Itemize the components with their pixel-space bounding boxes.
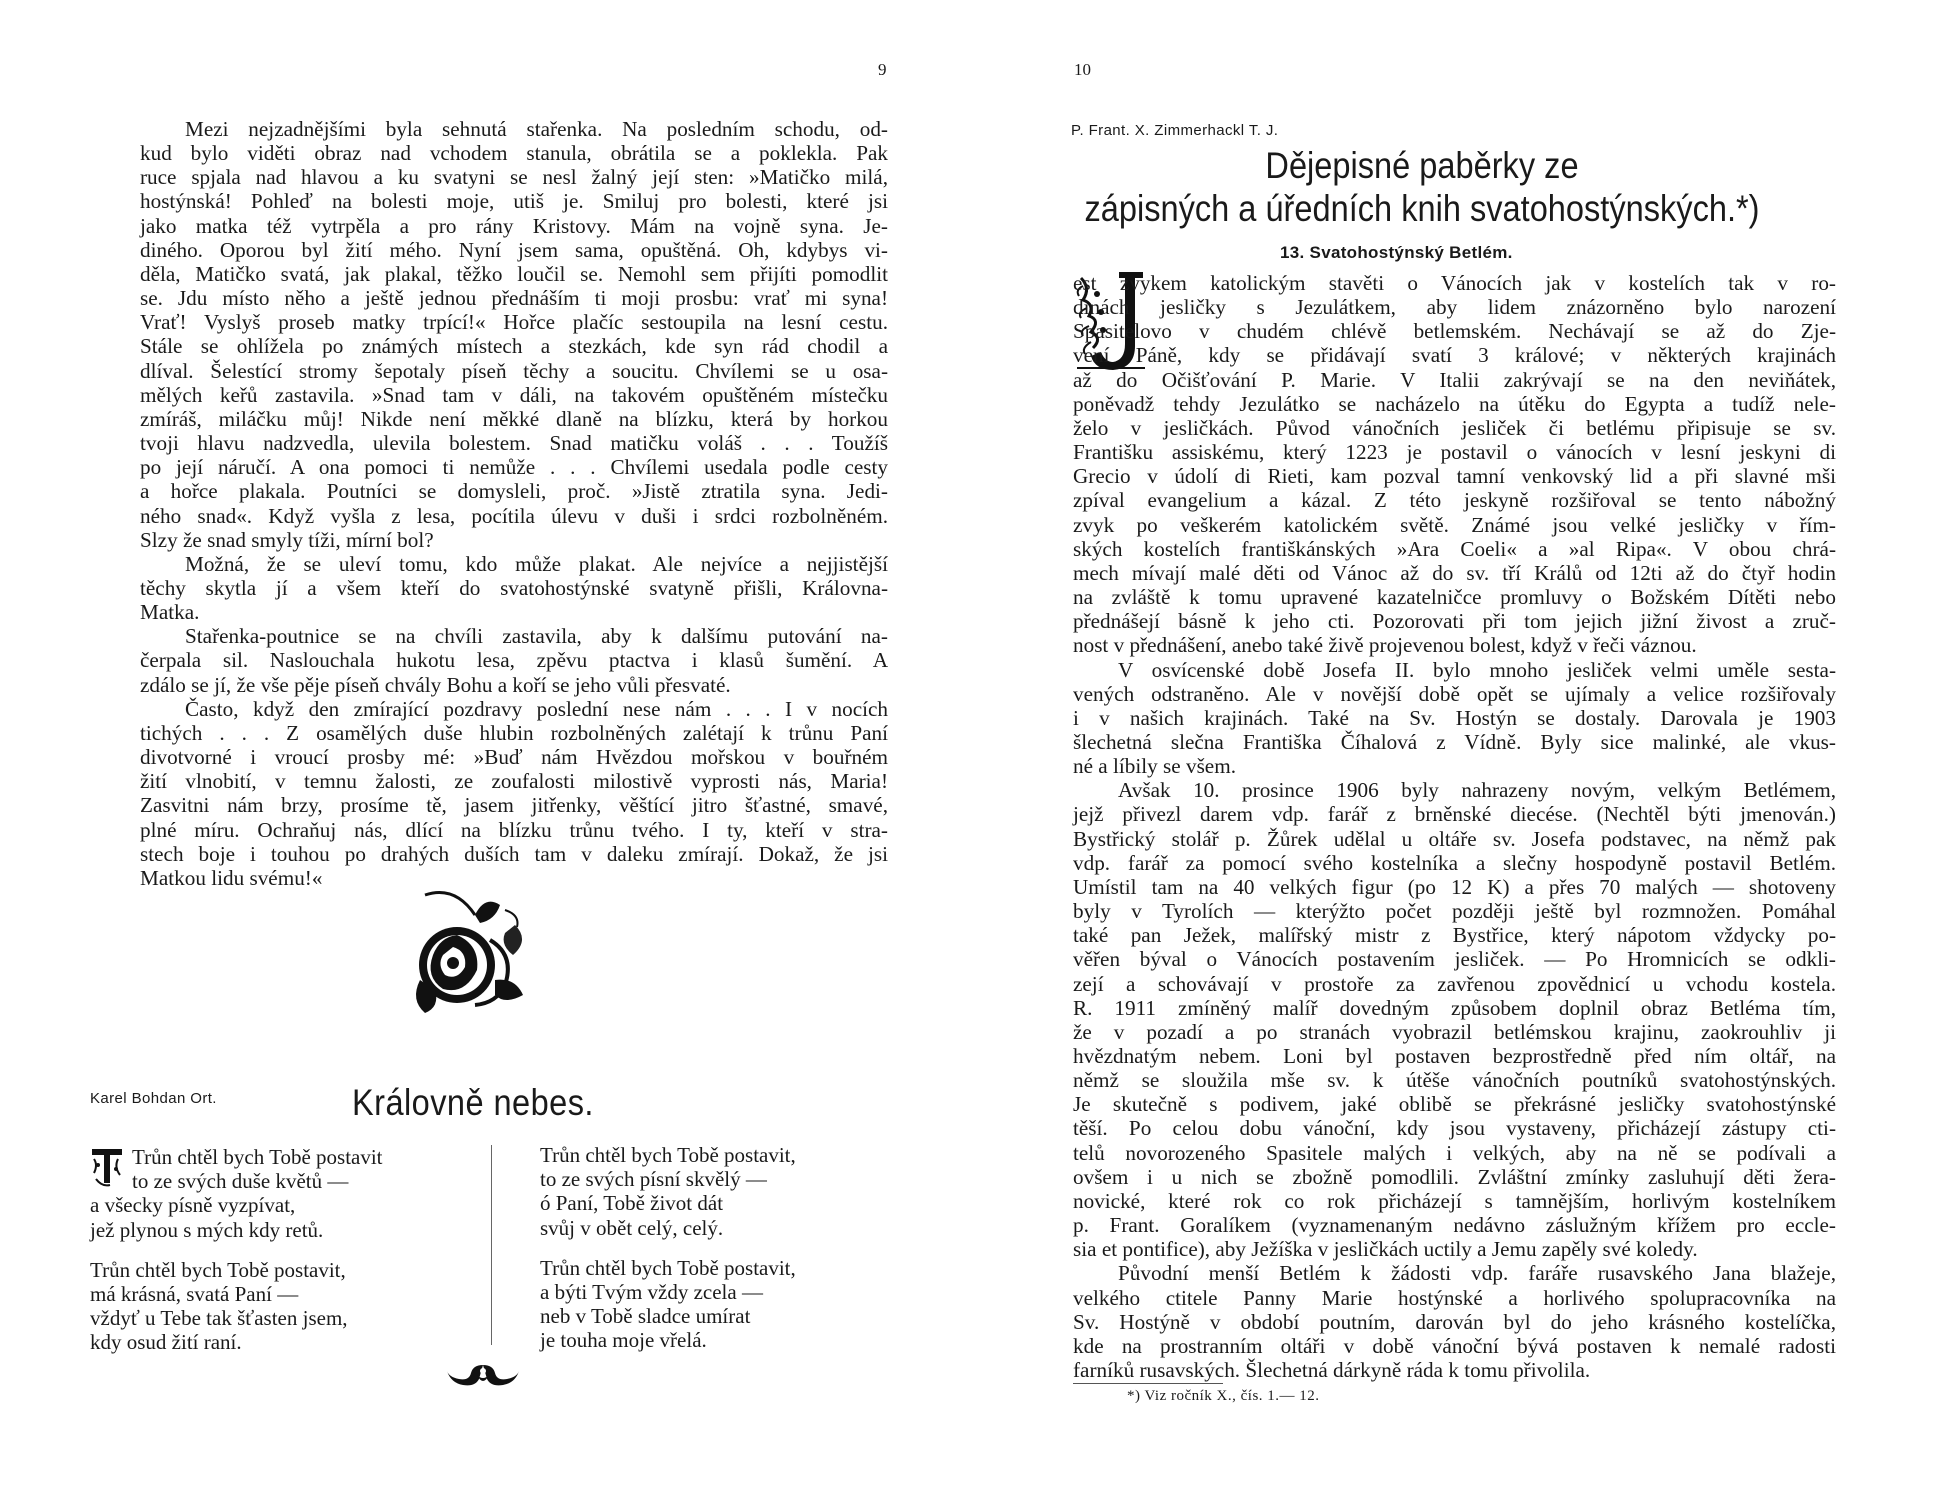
poem-author: Karel Bohdan Ort. — [90, 1090, 217, 1107]
flower-vignette-icon — [405, 885, 535, 1020]
text-line: zvyk po veškerém katolickém světě. Známé jsou velké jesličky v řím- — [1073, 512, 1836, 537]
article-title — [1070, 144, 1774, 230]
text-line: vených odstraněno. Ale v novější době opět se ujímaly a velice rozšiřovaly — [1073, 681, 1836, 706]
poem-verse: a všecky písně vyzpívat, — [90, 1193, 296, 1218]
text-line: ného snad«. Když vyšla z lesa, pocítila úlevu v duši i srdci rozbolněném. — [140, 503, 888, 528]
poem-verse: a býti Tvým vždy zcela — — [540, 1280, 763, 1305]
text-line: Vrať! Vyslyš proseb matky trpící!« Hořce plačíc sestoupila na lesní cestu. — [140, 310, 888, 335]
text-line: věřen býval o Vánocích postavením jesliček. — Po Hromnicích se odkli- — [1073, 947, 1836, 972]
text-line: že v pozadí a po stranách vyobrazil betlémskou krajinu, zaokrouhliv ji — [1073, 1019, 1836, 1044]
poem-verse: ó Paní, Tobě život dát — [540, 1191, 724, 1216]
text-line: Zasvitni nám brzy, prosíme tě, jasem jitřenky, věštící jitro šťastné, smavé, — [140, 793, 888, 818]
text-line: Matkou lidu svému!« — [140, 865, 323, 890]
text-line: jako matka též vytrpěla a pro rány Kristovy. Mám na vojně syna. Je- — [140, 213, 888, 238]
text-line: želo v jesličkách. Původ vánočních jesliček či betlému připisuje se sv. — [1073, 415, 1836, 440]
article-title-line: Dějepisné paběrky ze — [1265, 145, 1579, 186]
footnote-rule — [1073, 1383, 1223, 1384]
text-line: est zvykem katolickým stavěti o Vánocích jak v kostelích tak v ro- — [1073, 271, 1836, 295]
text-line: na zvláště k tomu upravené kazatelničce promluvy o Božském Dítěti nebo — [1073, 585, 1836, 610]
text-line: kud bylo viděti obraz nad vchodem stanula, obrátila se a poklekla. Pak — [140, 141, 888, 166]
text-line: dinách jesličky s Jezulátkem, aby lidem znázorněno bylo narození — [1073, 295, 1836, 320]
text-line: mělých keřů zastavila. »Snad tam v dáli, na takovém opuštěném místečku — [140, 382, 888, 407]
text-line: a hořce plakala. Poutníci se domysleli, proč. »Jistě ztratila syna. Jedi- — [140, 479, 888, 504]
article-subtitle: 13. Svatohostýnský Betlém. — [1280, 243, 1513, 262]
text-line: Je skutečně s podivem, jaké oblibě se překrásné jesličky svatohostýnské — [1073, 1092, 1836, 1117]
poem-verse: kdy osud žití raní. — [90, 1330, 242, 1355]
text-line: kde na prostranním oltáři v době vánoční bývá postaven k nemalé radosti — [1073, 1333, 1836, 1358]
text-line: Umístil tam na 40 velkých figur (po 12 K) a přes 70 malých — shotoveny — [1073, 874, 1836, 899]
text-line: mech mívají malé děti od Vánoc až do sv. tří Králů od 12ti až do čtyř hodin — [1073, 560, 1836, 585]
poem-verse: je touha moje vřelá. — [540, 1328, 707, 1353]
text-line: byly v Tyrolích — kterýžto počet později ještě byl rozmnožen. Pomáhal — [1073, 899, 1836, 924]
poem-verse: Trůn chtěl bych Tobě postavit, — [540, 1143, 796, 1167]
story-text — [140, 117, 888, 890]
text-line: i v našich krajinách. Také na Sv. Hostýn se dostaly. Darovala je 1903 — [1073, 705, 1836, 730]
text-line: Možná, že se uleví tomu, kdo může plakat. Ale nejvíce a nejjistější — [185, 551, 888, 576]
text-line: hostýnská! Pohleď na bolesti moje, utiš je. Smiluj pro bolesti, které jsi — [140, 189, 888, 214]
text-line: vdp. farář za pomocí svého kostelníka a slečny hospodyně postavil Betlém. — [1073, 850, 1836, 875]
text-line: stech boje i touhou po drahých duších tam v daleku zmírají. Dokaž, že jsi — [140, 841, 888, 866]
text-line: těší. Po celou dobu vánoční, kdy jsou vystaveny, přicházejí zástupy cti- — [1073, 1116, 1836, 1141]
text-line: němž se sloužila mše sv. k útěše vánočních poutníků svatohostýnských. — [1073, 1068, 1836, 1093]
text-line: zejí a schovávají v prostoře za zavřenou zpovědnicí u vchodu kostela. — [1073, 971, 1836, 996]
text-line: Spasitelovo v chudém chlévě betlemském. Nechávají se až do Zje- — [1073, 319, 1836, 344]
text-line: se. Jdu místo něho a ještě jednou přednáším ti moji prosbu: vrať mi syna! — [140, 286, 888, 311]
poem-left-column — [90, 1145, 490, 1355]
text-line: čerpala sil. Naslouchala hukotu lesa, zpěvu ptactva i klasů šumění. A — [140, 648, 888, 673]
text-line: Mezi nejzadnějšími byla sehnutá stařenka. Na posledním schodu, od- — [185, 117, 888, 141]
text-line: p. Frant. Goralíkem (vyznamenaným nedávno záslužným křížem pro eccle- — [1073, 1213, 1836, 1238]
text-line: farníků rusavských. Šlechetná dárkyně ráda k tomu přivolila. — [1073, 1358, 1591, 1383]
poem-verse: Trůn chtěl bych Tobě postavit, — [540, 1255, 796, 1280]
poem-verse: vždyť u Tebe tak šťasten jsem, — [90, 1306, 348, 1331]
text-line: šlechetná slečna Františka Číhalová z Vídně. Byly sice malinké, ale vkus- — [1073, 729, 1836, 754]
text-line: hvězdnatým nebem. Loni byl postaven bezprostředně před ním oltář, na — [1073, 1044, 1836, 1068]
article-author: P. Frant. X. Zimmerhackl T. J. — [1071, 122, 1279, 139]
text-line: Často, když den zmírající pozdravy poslední nese nám . . . I v nocích — [185, 696, 888, 721]
poem-verse: to ze svých písní skvělý — — [540, 1167, 767, 1192]
poem-verse: svůj v obět celý, celý. — [540, 1215, 724, 1240]
text-line: ruce spjala nad hlavou a ku svatyni se nesl žalný její sten: »Matičko milá, — [140, 165, 888, 190]
text-line: děla, Matičko svatá, jak plakal, těžko loučil se. Nemohl sem přijíti pomodlit — [140, 261, 888, 286]
text-line: plné míru. Ochraňuj nás, dlící na blízku trůnu tvého. I ty, kteří v stra- — [140, 817, 888, 842]
text-line: Bystřický stolář p. Žůrek udělal u oltáře sv. Josefa podstavec, na němž pak — [1073, 826, 1836, 851]
text-line: Stařenka-poutnice se na chvíli zastavila, aby k dalšímu putování na- — [185, 624, 888, 649]
stanza-gap — [90, 1242, 490, 1258]
text-line: jejž přivezl darem vdp. farář z brněnské diecése. (Nechtěl býti jmenován.) — [1073, 802, 1836, 827]
text-line: né a líbily se všem. — [1073, 754, 1236, 779]
footnote: *) Viz ročník X., čís. 1.— 12. — [1127, 1388, 1320, 1404]
text-line: těchy skytla jí a všem kteří do svatohostýnské svatyně přišli, Královna- — [140, 575, 888, 600]
text-line: zmíráš, miláčku můj! Nikde není měkké dlaně na blízku, která by horkou — [140, 406, 888, 431]
text-line: vení Páně, kdy se přidávají svatí 3 králové; v některých krajinách — [1073, 343, 1836, 368]
scroll-tailpiece-icon — [443, 1361, 523, 1391]
text-line: Původní menší Betlém k žádosti vdp. faráře rusavského Jana blažeje, — [1118, 1261, 1836, 1286]
text-line: Sv. Hostýně v období poutním, darován byl do jeho krásného kostelíčka, — [1073, 1309, 1836, 1334]
text-line: tichých . . . Z osamělých duše hlubin rozbolněných zalétají k trůnu Paní — [140, 720, 888, 745]
page-number: 10 — [1074, 60, 1091, 79]
text-line: po její náručí. A ona pomoci ti nemůže . . . Chvílemi usedala podle cesty — [140, 455, 888, 480]
text-line: přednášejí básně k jeho cti. Pozorovati při tom jejich jižní živost a zruč- — [1073, 609, 1836, 634]
text-line: divotvorné i vroucí prosby mé: »Buď nám Hvězdou mořskou v bouřném — [140, 745, 888, 770]
text-line: ských kostelích františkánských »Ara Coeli« a »al Ripa«. V obou chrá- — [1073, 536, 1836, 561]
text-line: dlíval. Šelestící stromy šepotaly píseň těchy a soucitu. Chvílemi se u osa- — [140, 358, 888, 383]
poem-verse: Trůn chtěl bych Tobě postavit — [132, 1145, 383, 1169]
text-line: diného. Oporou byl žití mého. Nyní jsem sama, opuštěná. Oh, kdybys vi- — [140, 237, 888, 262]
text-line: V osvícenské době Josefa II. bylo mnoho jesliček velmi uměle sesta- — [1118, 657, 1836, 682]
text-line: Avšak 10. prosince 1906 byly nahrazeny novým, velkým Betlémem, — [1118, 778, 1836, 803]
stanza-gap — [540, 1240, 920, 1256]
text-line: zpíval evangelium a kázal. Z této jeskyně rozšiřoval se tento nábožný — [1073, 488, 1836, 513]
text-line: poněvadž tehdy Jezulátko se nacházelo na útěku do Egypta a tudíž nele- — [1073, 391, 1836, 416]
text-line: sia et pontifice), aby Ježíška v jesličkách uctily a Jemu zapěly své koledy. — [1073, 1237, 1698, 1262]
article-title-line: zápisných a úředních knih svatohostýnských.*) — [1084, 188, 1760, 229]
text-line: telů novorozeného Spasitele malých i velkých, aby na ně se podívali a — [1073, 1140, 1836, 1165]
poem-verse: jež plynou s mých kdy retů. — [90, 1217, 324, 1242]
text-line: novické, které rok co rok přicházejí s tamnějším, horlivým kostelníkem — [1073, 1188, 1836, 1213]
text-line: až do Očišťování P. Marie. V Italii zakrývají se na den neviňátek, — [1073, 367, 1836, 392]
poem-title: Královně nebes. — [352, 1082, 594, 1123]
text-line: zdálo se jí, že vše pěje píseň chvály Bohu a koří se jeho vůli přesvaté. — [140, 672, 731, 697]
text-line: Matka. — [140, 600, 200, 625]
page-number: 9 — [878, 60, 887, 79]
text-line: Grecio v údolí di Rieti, kam pozval tamní venkovský lid a při slavné mši — [1073, 464, 1836, 489]
text-line: ovšem i u nich se zbožně pomodlili. Zvláštní zmínky zasluhují děti žera- — [1073, 1164, 1836, 1189]
poem-verse: neb v Tobě sladce umírat — [540, 1304, 751, 1329]
poem-verse: to ze svých duše květů — — [132, 1169, 349, 1194]
text-line: R. 1911 zmíněný malíř dovedným způsobem doplnil obraz Betléma tím, — [1073, 995, 1836, 1020]
text-line: velkého ctitele Panny Marie hostýnské a horlivého spolupracovníka na — [1073, 1285, 1836, 1310]
poem-verse: má krásná, svatá Paní — — [90, 1282, 299, 1307]
article-text — [1073, 271, 1836, 1382]
text-line: tvoji hlavu nadzvedla, ulevila bolestem. Snad matičku voláš . . . Toužíš — [140, 431, 888, 456]
poem-right-column — [540, 1143, 920, 1353]
poem-verse: Trůn chtěl bych Tobě postavit, — [90, 1257, 346, 1282]
text-line: také pan Ježek, malířský mistr z Bystřice, který nápotom vždycky po- — [1073, 923, 1836, 948]
text-line: Stále se ohlížela po známých místech a stezkách, kde syn rád chodil a — [140, 334, 888, 359]
text-line: žití vlnobití, v temnu žalosti, ze zoufalosti milostivě vyprosti nás, Maria! — [140, 769, 888, 794]
text-line: nost v přednášení, anebo také živě projevenou bolest, když v řeči váznou. — [1073, 633, 1697, 658]
text-line: Slzy že snad smyly tíži, mírní bol? — [140, 527, 434, 552]
column-divider — [491, 1145, 492, 1345]
text-line: Františku assiskému, který 1223 je postavil o vánocích v lesní jeskyni di — [1073, 440, 1836, 465]
